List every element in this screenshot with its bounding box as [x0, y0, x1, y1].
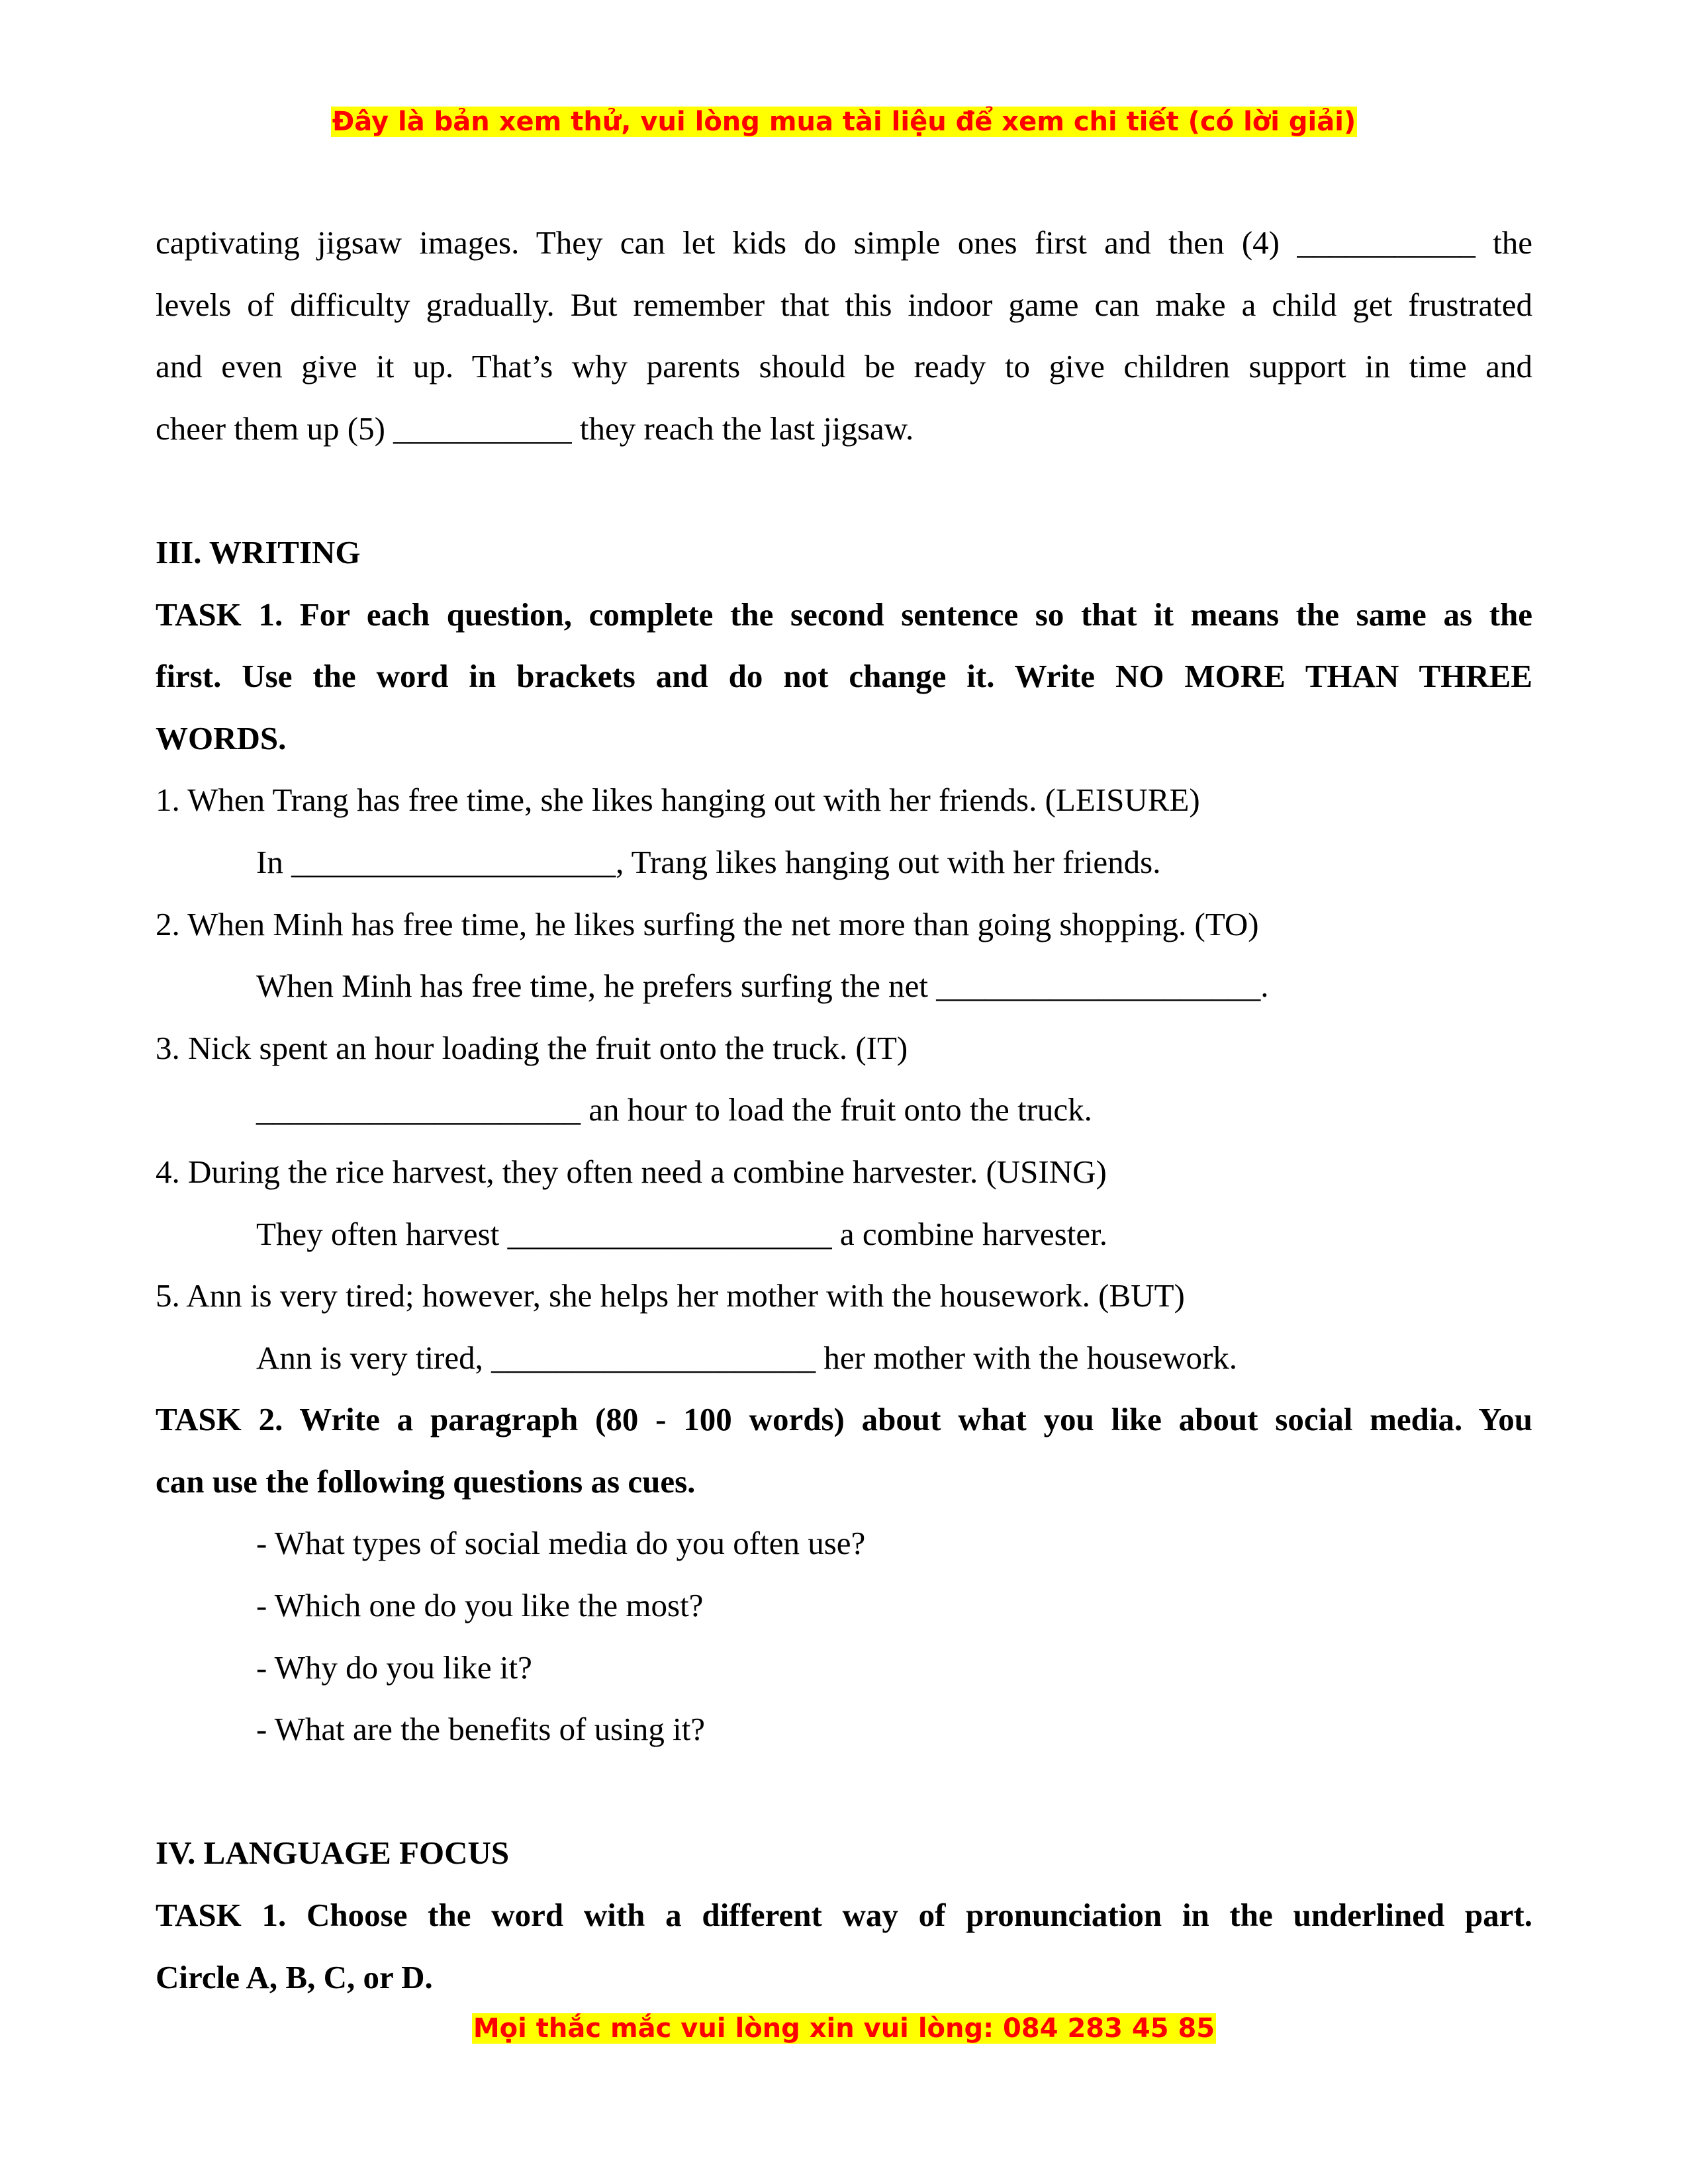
preview-notice-text: Đây là bản xem thử, vui lòng mua tài liệu để xem chi tiết (có lời giải): [332, 107, 1356, 137]
question-5: 5. Ann is very tired; however, she helps her mother with the housework. (BUT): [156, 1277, 1185, 1314]
reading-line-4: cheer them up (5) ___________ they reach the last jigsaw.: [156, 410, 914, 447]
writing-task2-instructions: [156, 1388, 1532, 1512]
answer-line-5: Ann is very tired, ____________________ her mother with the housework.: [256, 1339, 1238, 1376]
reading-line-3: and even give it up. That’s why parents should be ready to give children support in time and: [156, 348, 1532, 385]
question-1: 1. When Trang has free time, she likes hanging out with her friends. (LEISURE): [156, 782, 1200, 819]
preview-notice-banner: [0, 103, 1688, 141]
reading-passage-end: [156, 212, 1532, 459]
task1-instruction-line-1: TASK 1. For each question, complete the second sentence so that it means the same as the: [156, 596, 1532, 633]
writing-task1-instructions: [156, 584, 1532, 770]
task1-instruction-line-3: WORDS.: [156, 719, 287, 756]
section-heading-language-focus: IV. LANGUAGE FOCUS: [156, 1835, 510, 1872]
task2-instruction-line-2: can use the following questions as cues.: [156, 1463, 696, 1500]
spacer: [156, 459, 1532, 522]
cue-item: - Why do you like it?: [256, 1649, 532, 1686]
contact-text: Mọi thắc mắc vui lòng xin vui lòng: 084 283 45 85: [473, 2013, 1215, 2044]
answer-line-1: In ____________________, Trang likes hanging out with her friends.: [256, 843, 1161, 880]
reading-line-2: levels of difficulty gradually. But remember that this indoor game can make a child get frustrated: [156, 286, 1532, 323]
cue-item: - What are the benefits of using it?: [256, 1711, 706, 1748]
writing-task1-items: [156, 769, 1532, 1388]
cue-item: - What types of social media do you often use?: [256, 1525, 866, 1562]
question-3: 3. Nick spent an hour loading the fruit onto the truck. (IT): [156, 1029, 908, 1066]
answer-line-3: ____________________ an hour to load the fruit onto the truck.: [256, 1091, 1092, 1128]
task2-instruction-line-1: TASK 2. Write a paragraph (80 - 100 words) about what you like about social media. You: [156, 1401, 1532, 1438]
section-heading-writing: III. WRITING: [156, 533, 361, 570]
question-4: 4. During the rice harvest, they often need a combine harvester. (USING): [156, 1153, 1107, 1190]
contact-banner: [0, 2009, 1688, 2048]
cue-item: - Which one do you like the most?: [256, 1587, 704, 1624]
writing-task2-cues: [156, 1512, 1532, 1760]
lf-task1-instruction-line-1: TASK 1. Choose the word with a different way of pronunciation in the underlined part.: [156, 1897, 1532, 1934]
language-task1-instructions: [156, 1884, 1532, 2008]
task1-instruction-line-2: first. Use the word in brackets and do not change it. Write NO MORE THAN THREE: [156, 658, 1532, 695]
question-2: 2. When Minh has free time, he likes surfing the net more than going shopping. (TO): [156, 905, 1259, 942]
worksheet-content: [156, 212, 1532, 2008]
lf-task1-instruction-line-2: Circle A, B, C, or D.: [156, 1958, 433, 1995]
answer-line-4: They often harvest ____________________ a combine harvester.: [256, 1215, 1107, 1252]
answer-line-2: When Minh has free time, he prefers surfing the net ____________________.: [256, 968, 1269, 1005]
spacer: [156, 1760, 1532, 1823]
reading-line-1: captivating jigsaw images. They can let kids do simple ones first and then (4) ___________ the: [156, 224, 1532, 261]
